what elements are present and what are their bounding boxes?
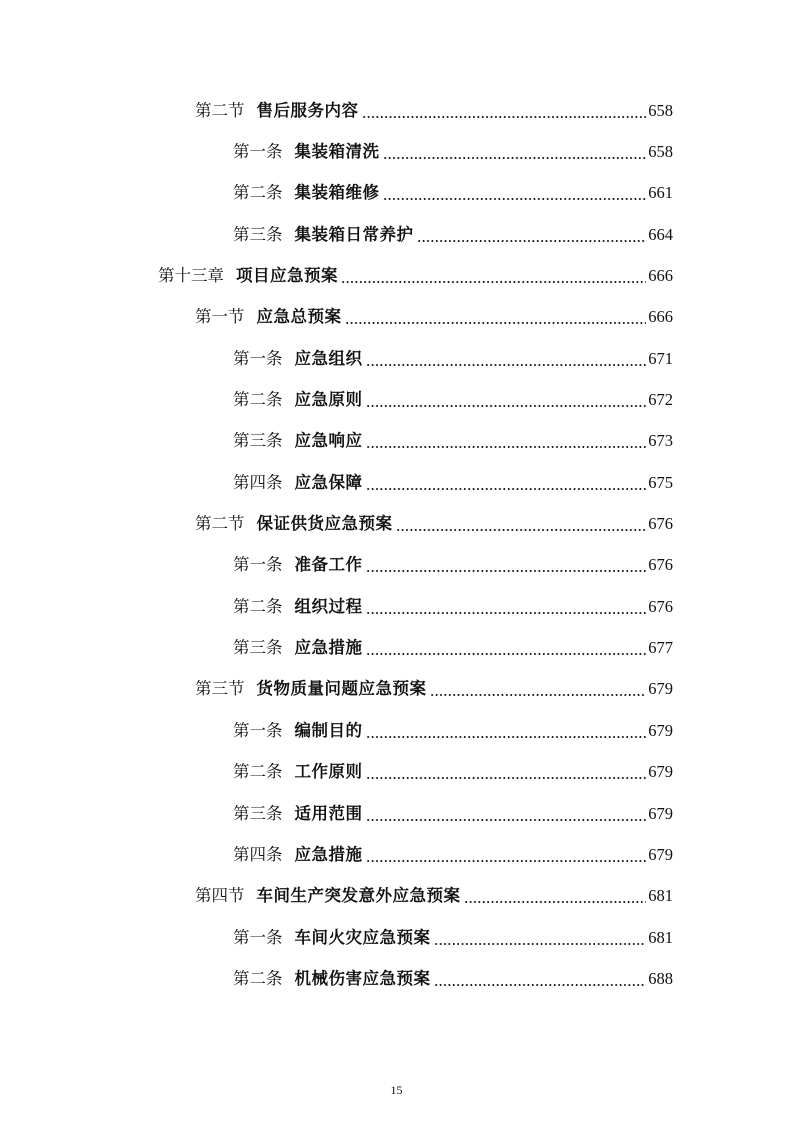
toc-entry[interactable] — [0, 462, 793, 503]
toc-entry-title: 售后服务内容 — [256, 100, 359, 120]
toc-entry[interactable] — [0, 627, 793, 668]
toc-entry-number: 第一条 — [233, 142, 283, 162]
dot-leader — [345, 322, 647, 324]
toc-entry-page: 661 — [648, 183, 673, 203]
toc-entry[interactable] — [0, 214, 793, 255]
dot-leader — [366, 860, 647, 862]
toc-entry-number: 第二节 — [195, 514, 245, 534]
toc-entry-number: 第四节 — [195, 886, 245, 906]
toc-entry-number: 第三条 — [233, 431, 283, 451]
dot-leader — [366, 405, 647, 407]
dot-leader — [341, 281, 646, 283]
toc-entry-title: 项目应急预案 — [236, 266, 338, 286]
toc-entry-title: 准备工作 — [294, 555, 363, 575]
table-of-contents — [0, 90, 793, 1000]
toc-entry-page: 679 — [648, 679, 673, 699]
toc-entry-number: 第二条 — [233, 596, 283, 616]
toc-entry-number: 第四条 — [233, 472, 283, 492]
toc-entry[interactable] — [0, 958, 793, 999]
toc-entry-title: 应急原则 — [294, 390, 363, 410]
toc-entry-number: 第二节 — [195, 100, 245, 120]
toc-entry-number: 第二条 — [233, 968, 283, 988]
toc-entry-page: 681 — [648, 886, 673, 906]
dot-leader — [362, 116, 647, 118]
toc-entry-page: 658 — [648, 100, 673, 120]
toc-entry-page: 677 — [648, 638, 673, 658]
toc-entry-title: 适用范围 — [294, 803, 363, 823]
toc-entry-title: 集装箱清洗 — [294, 142, 380, 162]
dot-leader — [366, 488, 647, 490]
dot-leader — [434, 984, 647, 986]
dot-leader — [366, 364, 647, 366]
dot-leader — [464, 901, 647, 903]
toc-entry-number: 第三条 — [233, 224, 283, 244]
toc-entry[interactable] — [0, 338, 793, 379]
toc-entry-page: 658 — [648, 142, 673, 162]
dot-leader — [366, 612, 647, 614]
toc-entry[interactable] — [0, 586, 793, 627]
toc-entry-title: 集装箱维修 — [294, 183, 380, 203]
toc-entry-number: 第二条 — [233, 183, 283, 203]
toc-entry[interactable] — [0, 131, 793, 172]
toc-entry-number: 第一条 — [233, 927, 283, 947]
toc-entry-number: 第十三章 — [158, 266, 224, 286]
toc-entry[interactable] — [0, 255, 793, 296]
toc-entry-page: 666 — [648, 266, 673, 286]
toc-entry-number: 第二条 — [233, 762, 283, 782]
dot-leader — [383, 157, 647, 159]
toc-entry[interactable] — [0, 917, 793, 958]
toc-entry-number: 第一条 — [233, 720, 283, 740]
toc-entry[interactable] — [0, 834, 793, 875]
toc-entry-title: 应急措施 — [294, 638, 363, 658]
toc-entry-number: 第一节 — [195, 307, 245, 327]
dot-leader — [366, 736, 647, 738]
toc-entry-title: 编制目的 — [294, 720, 363, 740]
toc-entry-page: 679 — [648, 803, 673, 823]
toc-entry-title: 应急组织 — [294, 348, 363, 368]
page-number: 15 — [390, 1083, 403, 1097]
toc-entry[interactable] — [0, 173, 793, 214]
dot-leader — [366, 653, 647, 655]
toc-entry-title: 车间火灾应急预案 — [294, 927, 431, 947]
dot-leader — [430, 694, 647, 696]
toc-entry-page: 681 — [648, 927, 673, 947]
dot-leader — [366, 570, 647, 572]
toc-entry-title: 应急总预案 — [256, 307, 342, 327]
toc-entry-page: 679 — [648, 762, 673, 782]
toc-entry-page: 679 — [648, 720, 673, 740]
toc-entry-number: 第二条 — [233, 390, 283, 410]
toc-entry-page: 676 — [648, 555, 673, 575]
dot-leader — [383, 198, 647, 200]
toc-entry-page: 671 — [648, 348, 673, 368]
toc-entry-page: 675 — [648, 472, 673, 492]
dot-leader — [366, 446, 647, 448]
toc-entry-number: 第四条 — [233, 844, 283, 864]
toc-entry-page: 676 — [648, 514, 673, 534]
dot-leader — [366, 819, 647, 821]
toc-entry[interactable] — [0, 545, 793, 586]
toc-entry-page: 676 — [648, 596, 673, 616]
toc-entry-number: 第三节 — [195, 679, 245, 699]
toc-entry[interactable] — [0, 752, 793, 793]
toc-entry[interactable] — [0, 90, 793, 131]
toc-entry[interactable] — [0, 793, 793, 834]
toc-entry-title: 保证供货应急预案 — [256, 514, 393, 534]
toc-entry-page: 664 — [648, 224, 673, 244]
dot-leader — [417, 240, 647, 242]
toc-entry-number: 第一条 — [233, 348, 283, 368]
toc-entry-title: 工作原则 — [294, 762, 363, 782]
dot-leader — [434, 943, 647, 945]
toc-entry-title: 货物质量问题应急预案 — [256, 679, 427, 699]
toc-entry-title: 组织过程 — [294, 596, 363, 616]
toc-entry-title: 机械伤害应急预案 — [294, 968, 431, 988]
toc-entry[interactable] — [0, 297, 793, 338]
toc-entry[interactable] — [0, 503, 793, 544]
toc-entry-number: 第三条 — [233, 638, 283, 658]
toc-entry-page: 688 — [648, 968, 673, 988]
toc-entry-page: 673 — [648, 431, 673, 451]
toc-entry[interactable] — [0, 421, 793, 462]
toc-entry[interactable] — [0, 669, 793, 710]
dot-leader — [396, 529, 647, 531]
toc-entry-title: 应急保障 — [294, 472, 363, 492]
toc-entry[interactable] — [0, 876, 793, 917]
toc-entry-page: 672 — [648, 390, 673, 410]
toc-entry-page: 666 — [648, 307, 673, 327]
toc-entry[interactable] — [0, 710, 793, 751]
toc-entry[interactable] — [0, 379, 793, 420]
toc-entry-title: 应急措施 — [294, 844, 363, 864]
toc-entry-number: 第一条 — [233, 555, 283, 575]
toc-entry-title: 应急响应 — [294, 431, 363, 451]
toc-entry-title: 车间生产突发意外应急预案 — [256, 886, 461, 906]
toc-entry-number: 第三条 — [233, 803, 283, 823]
dot-leader — [366, 777, 647, 779]
toc-entry-page: 679 — [648, 844, 673, 864]
toc-entry-title: 集装箱日常养护 — [294, 224, 414, 244]
